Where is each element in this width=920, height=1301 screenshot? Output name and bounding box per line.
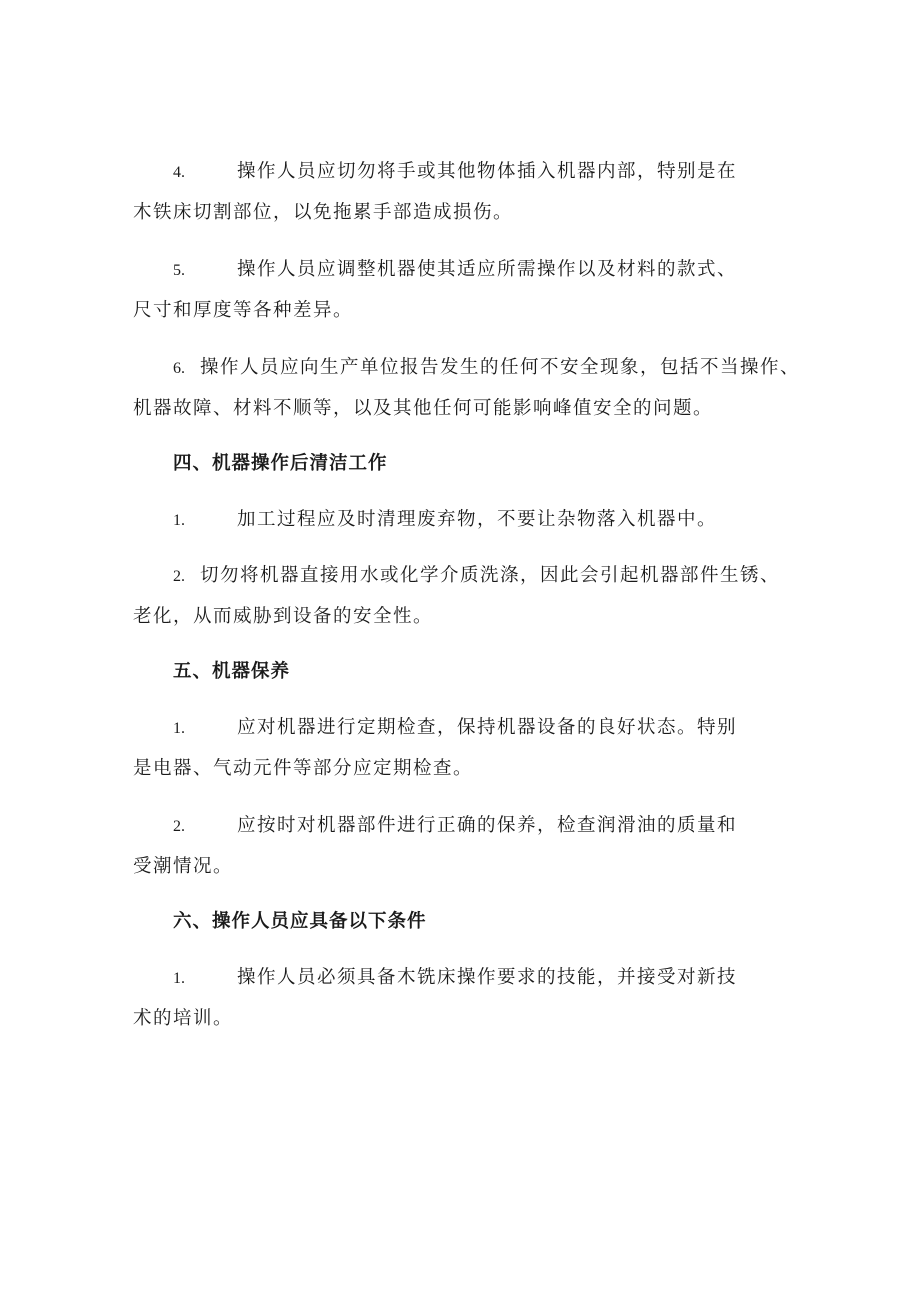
section-6-heading: 六、操作人员应具备以下条件 bbox=[173, 911, 427, 932]
section-4-heading: 四、机器操作后清洁工作 bbox=[173, 453, 388, 474]
s5-item-1-text-line2: 是电器、气动元件等部分应定期检查。 bbox=[133, 758, 474, 779]
s4-item-2-text-line1: 切勿将机器直接用水或化学介质洗涤，因此会引起机器部件生锈、 bbox=[200, 565, 781, 586]
s5-item-1-number: 1. bbox=[173, 720, 185, 737]
item-5-number: 5. bbox=[173, 262, 185, 279]
s4-item-2-text-line2: 老化，从而威胁到设备的安全性。 bbox=[133, 606, 434, 627]
s6-item-1-number: 1. bbox=[173, 970, 185, 987]
s4-item-2-number: 2. bbox=[173, 568, 185, 585]
item-6-text-line2: 机器故障、材料不顺等，以及其他任何可能影响峰值安全的问题。 bbox=[133, 398, 714, 419]
item-5-text-line2: 尺寸和厚度等各种差异。 bbox=[133, 300, 354, 321]
item-5-text-line1: 操作人员应调整机器使其适应所需操作以及材料的款式、 bbox=[237, 259, 738, 280]
s6-item-1-text-line2: 术的培训。 bbox=[133, 1008, 234, 1029]
item-4-number: 4. bbox=[173, 164, 185, 181]
section-5-heading: 五、机器保养 bbox=[173, 661, 291, 682]
s5-item-1-text-line1: 应对机器进行定期检查，保持机器设备的良好状态。特别 bbox=[237, 717, 738, 738]
item-4-text-line1: 操作人员应切勿将手或其他物体插入机器内部，特别是在 bbox=[237, 161, 738, 182]
item-6-number: 6. bbox=[173, 360, 185, 377]
item-6-text-line1: 操作人员应向生产单位报告发生的任何不安全现象，包括不当操作、 bbox=[200, 357, 801, 378]
item-4-text-line2: 木铁床切割部位，以免拖累手部造成损伤。 bbox=[133, 202, 514, 223]
s5-item-2-text-line1: 应按时对机器部件进行正确的保养，检查润滑油的质量和 bbox=[237, 815, 738, 836]
s6-item-1-text-line1: 操作人员必须具备木铣床操作要求的技能，并接受对新技 bbox=[237, 967, 738, 988]
s5-item-2-text-line2: 受潮情况。 bbox=[133, 856, 234, 877]
s4-item-1-text: 加工过程应及时清理废弃物，不要让杂物落入机器中。 bbox=[237, 509, 718, 530]
s4-item-1-number: 1. bbox=[173, 512, 185, 529]
s5-item-2-number: 2. bbox=[173, 818, 185, 835]
